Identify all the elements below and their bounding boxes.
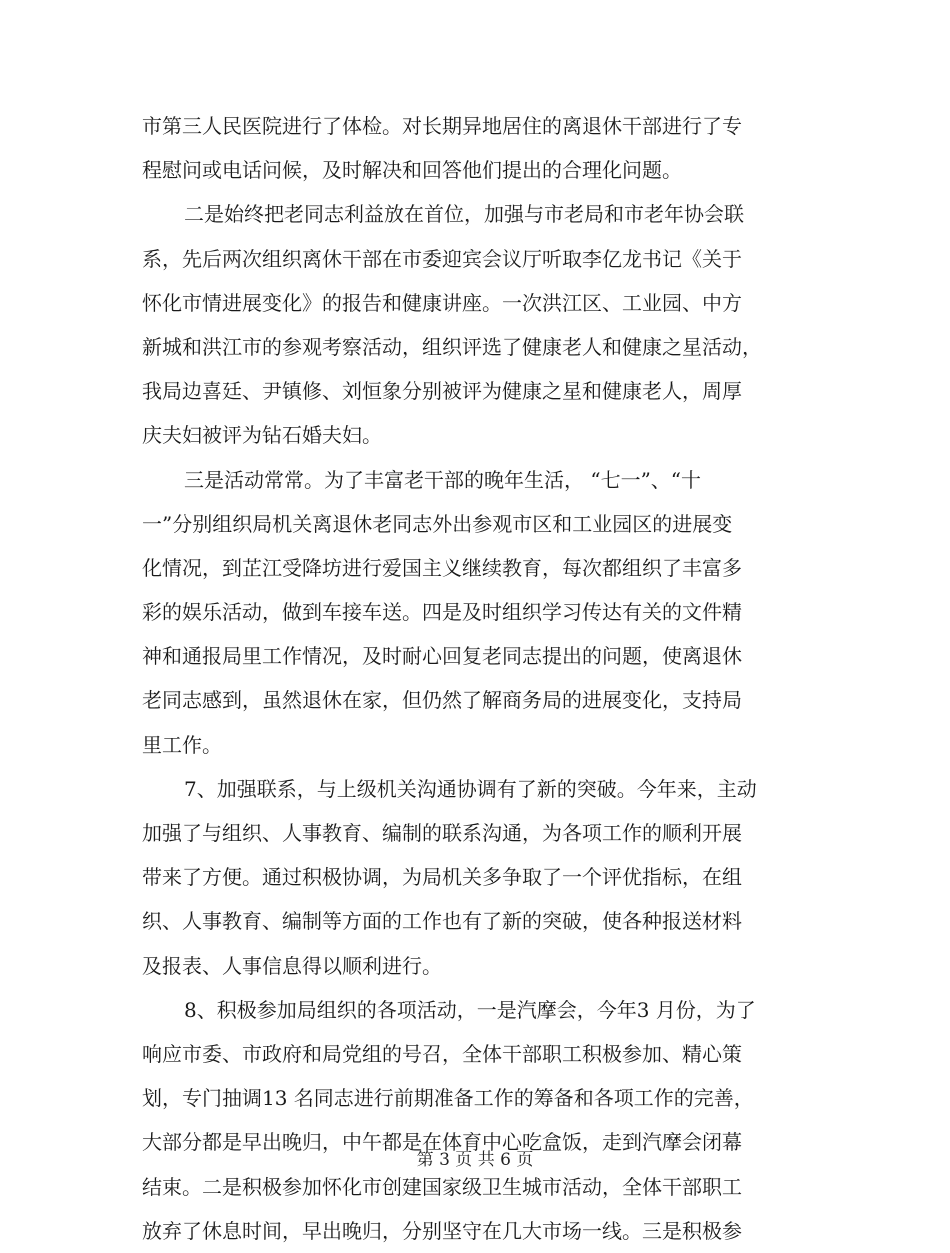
text-line: 及报表、人事信息得以顺利进行。 bbox=[142, 953, 442, 978]
text-line: 大部分都是早出晚归，中午都是在体育中心吃盒饭，走到汽摩会闭幕 bbox=[142, 1130, 742, 1155]
text-line: 织、人事教育、编制等方面的工作也有了新的突破，使各种报送材料 bbox=[142, 909, 742, 934]
text-line: 新城和洪江市的参观考察活动，组织评选了健康老人和健康之星活动， bbox=[142, 334, 762, 359]
text-line: 响应市委、市政府和局党组的号召，全体干部职工积极参加、精心策 bbox=[142, 1041, 742, 1066]
text-line: 三是活动常常。为了丰富老干部的晚年生活， “七一”、“十 bbox=[184, 467, 702, 492]
text-line: 系，先后两次组织离休干部在市委迎宾会议厅听取李亿龙书记《关于 bbox=[142, 246, 742, 271]
text-line: 我局边喜廷、尹镇修、刘恒象分别被评为健康之星和健康老人，周厚 bbox=[142, 379, 742, 404]
text-line: 里工作。 bbox=[142, 732, 222, 757]
text-line: 神和通报局里工作情况，及时耐心回复老同志提出的问题，使离退休 bbox=[142, 644, 742, 669]
text-line: 化情况，到芷江受降坊进行爱国主义继续教育，每次都组织了丰富多 bbox=[142, 555, 742, 580]
text-line: 彩的娱乐活动，做到车接车送。四是及时组织学习传达有关的文件精 bbox=[142, 600, 742, 625]
text-line: 庆夫妇被评为钻石婚夫妇。 bbox=[142, 423, 382, 448]
text-line: 划，专门抽调13 名同志进行前期准备工作的筹备和各项工作的完善， bbox=[142, 1086, 754, 1111]
text-line: 市第三人民医院进行了体检。对长期异地居住的离退休干部进行了专 bbox=[142, 114, 742, 138]
text-line: 带来了方便。通过积极协调，为局机关多争取了一个评优指标，在组 bbox=[142, 865, 742, 890]
document-body bbox=[142, 104, 814, 1253]
text-line: 放弃了休息时间，早出晚归，分别坚守在几大市场一线。三是积极参 bbox=[142, 1218, 742, 1243]
page-number-footer: 第 3 页 共 6 页 bbox=[416, 1150, 534, 1170]
text-line: 结束。二是积极参加怀化市创建国家级卫生城市活动，全体干部职工 bbox=[142, 1174, 742, 1199]
text-line: 二是始终把老同志利益放在首位，加强与市老局和市老年协会联 bbox=[184, 202, 744, 227]
text-line: 7、加强联系，与上级机关沟通协调有了新的突破。今年来，主动 bbox=[184, 776, 757, 801]
text-line: 一”分别组织局机关离退休老同志外出参观市区和工业园区的进展变 bbox=[142, 511, 733, 536]
text-line: 加强了与组织、人事教育、编制的联系沟通，为各项工作的顺利开展 bbox=[142, 821, 742, 845]
text-line: 老同志感到，虽然退休在家，但仍然了解商务局的进展变化，支持局 bbox=[142, 688, 742, 713]
text-line: 8、积极参加局组织的各项活动，一是汽摩会，今年3 月份，为了 bbox=[184, 997, 756, 1022]
text-line: 怀化市情进展变化》的报告和健康讲座。一次洪江区、工业园、中方 bbox=[142, 290, 742, 315]
text-line: 程慰问或电话问候，及时解决和回答他们提出的合理化问题。 bbox=[142, 158, 682, 183]
